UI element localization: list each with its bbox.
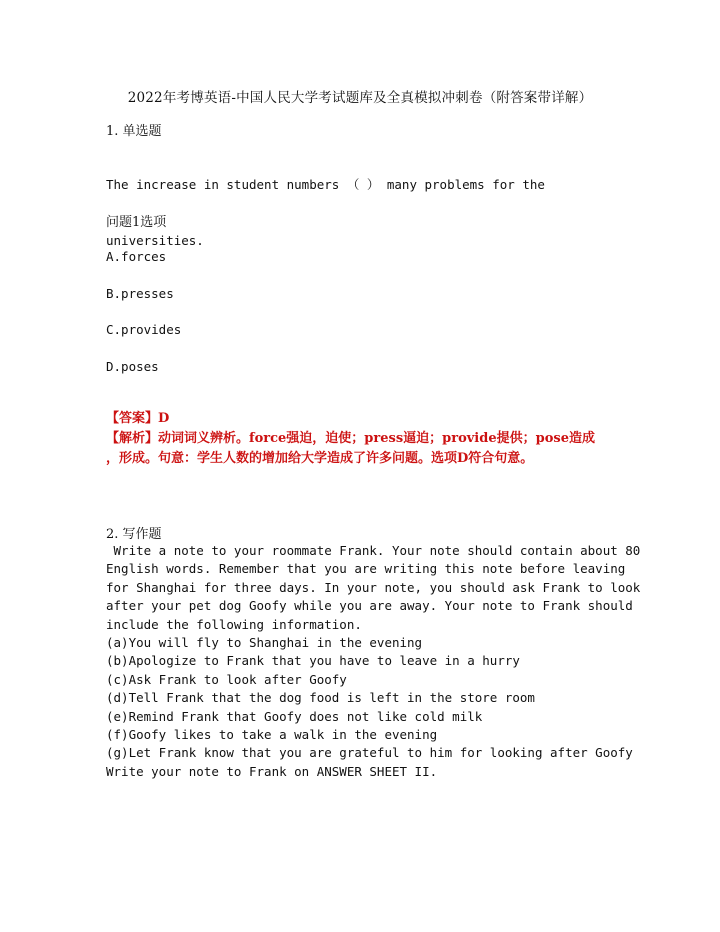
question-2-line: Write a note to your roommate Frank. Your note should contain about 80 (106, 543, 641, 558)
answer-block (106, 409, 626, 469)
option-d: D.poses (106, 359, 159, 374)
question-2-item-g: (g)Let Frank know that you are grateful to him for looking after Goofy (106, 745, 633, 761)
option-a: A.forces (106, 249, 167, 264)
question-2-item-a: (a)You will fly to Shanghai in the evening (106, 635, 423, 651)
question-2-line: after your pet dog Goofy while you are away. Your note to Frank should (106, 598, 633, 614)
question-2-line: include the following information. (106, 616, 362, 632)
analysis-line-1: 【解析】动词词义辨析。force强迫，迫使；press逼迫；provide提供；pose造成 (106, 431, 595, 446)
question-1-stem-line-1: The increase in student numbers （ ） many problems for the (106, 177, 545, 192)
question-2-heading: 2. 写作题 (106, 527, 162, 542)
question-2-item-d: (d)Tell Frank that the dog food is left in the store room (106, 690, 535, 706)
question-2-body (106, 542, 646, 781)
question-2-item-b: (b)Apologize to Frank that you have to leave in a hurry (106, 653, 520, 669)
analysis-line-2: ，形成。句意：学生人数的增加给大学造成了许多问题。选项D符合句意。 (106, 451, 534, 466)
question-1-stem-line-2: universities. (106, 232, 204, 248)
question-2-item-f: (f)Goofy likes to take a walk in the evening (106, 727, 438, 743)
question-2-line: for Shanghai for three days. In your note, you should ask Frank to look (106, 579, 641, 595)
document-title: 2022年考博英语-中国人民大学考试题库及全真模拟冲刺卷（附答案带详解） (127, 90, 593, 106)
answer-line: 【答案】D (106, 411, 170, 426)
question-1-heading: 1. 单选题 (106, 124, 162, 139)
question-2-item-c: (c)Ask Frank to look after Goofy (106, 671, 347, 687)
question-1-stem (106, 139, 626, 287)
option-b: B.presses (106, 286, 174, 301)
question-2-closing: Write your note to Frank on ANSWER SHEET II. (106, 763, 438, 779)
options-label: 问题1选项 (106, 215, 167, 230)
question-2-line: English words. Remember that you are writing this note before leaving (106, 561, 626, 577)
question-2-item-e: (e)Remind Frank that Goofy does not like cold milk (106, 708, 483, 724)
option-c: C.provides (106, 322, 182, 337)
